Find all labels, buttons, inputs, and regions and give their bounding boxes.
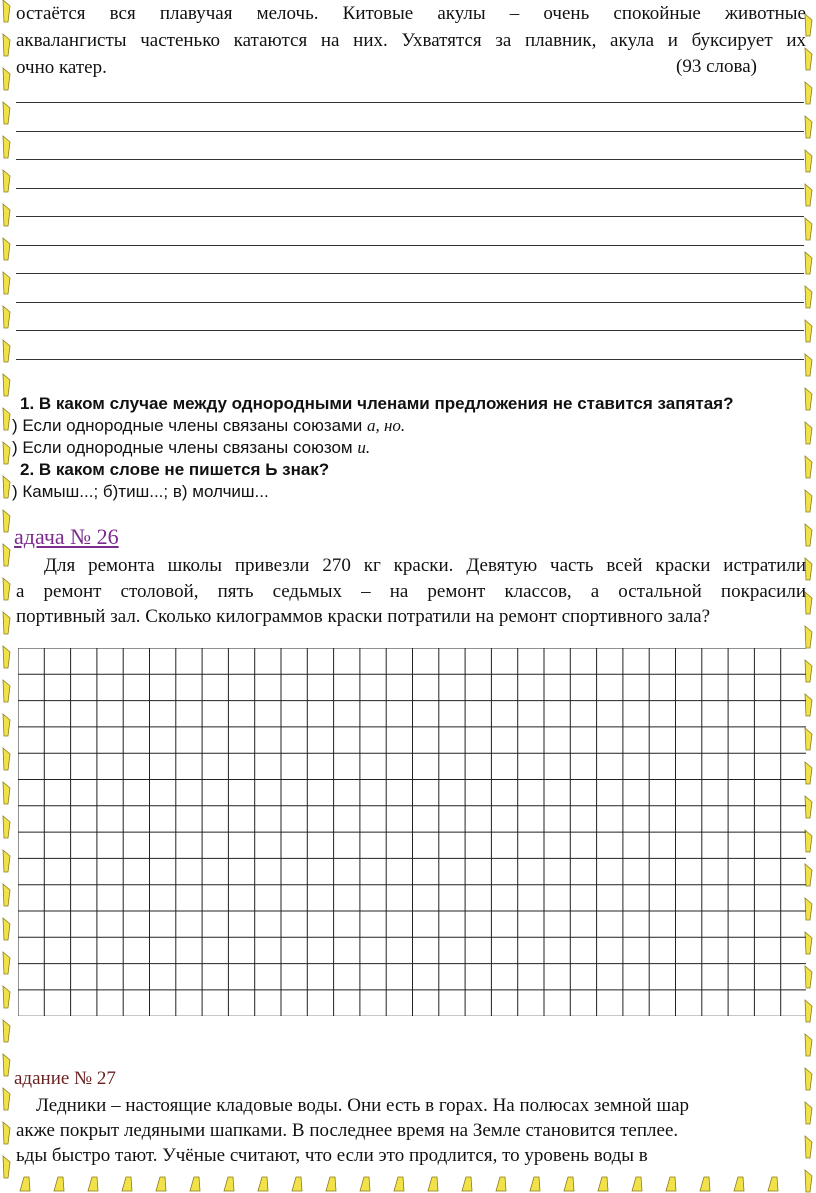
task-26-line-1: Для ремонта школы привезли 270 кг краски. Девятую часть всей краски истратили xyxy=(44,555,806,576)
writing-line xyxy=(16,330,804,331)
word-count: (93 слова) xyxy=(676,56,757,77)
quiz-q1-option-a xyxy=(12,415,802,437)
writing-line xyxy=(16,273,804,274)
task-27-title: адание № 27 xyxy=(14,1068,116,1089)
writing-line xyxy=(16,159,804,160)
writing-line xyxy=(16,188,804,189)
writing-line xyxy=(16,359,804,360)
writing-line xyxy=(16,102,804,103)
passage-line-1: остаётся вся плавучая мелочь. Китовые акулы – очень спокойные животные xyxy=(16,3,806,24)
quiz-q1-option-b-text: ) Если однородные члены связаны союзом xyxy=(12,438,358,457)
task-26-line-3: портивный зал. Сколько килограммов краски потратили на ремонт спортивного зала? xyxy=(16,606,711,627)
quiz-q1-option-a-emphasis: а, но. xyxy=(367,416,406,435)
quiz-q1-option-a-text: ) Если однородные члены связаны союзами xyxy=(12,416,367,435)
task-27-line-2: акже покрыт ледяными шапками. В последнее время на Земле становится теплее. xyxy=(16,1120,679,1141)
pencil-border-left-icon xyxy=(0,0,14,1193)
quiz-q1-option-b xyxy=(12,437,802,459)
writing-line xyxy=(16,216,804,217)
quiz-q1-option-b-emphasis: и. xyxy=(357,438,371,457)
passage-line-3: очно катер. xyxy=(16,57,107,78)
writing-line xyxy=(16,245,804,246)
quiz-q2-options: ) Камыш...; б)тиш...; в) молчиш... xyxy=(12,482,269,501)
writing-line xyxy=(16,131,804,132)
quiz-question-1: 1. В каком случае между однородными членами предложения не ставится запятая? xyxy=(20,394,734,413)
quiz-question-2: 2. В каком слове не пишется Ь знак? xyxy=(20,460,330,479)
task-27-line-3: ьды быстро тают. Учёные считают, что если это продлится, то уровень воды в xyxy=(16,1145,648,1166)
task-26-title: адача № 26 xyxy=(14,524,119,549)
task-27-line-1: Ледники – настоящие кладовые воды. Они есть в горах. На полюсах земной шар xyxy=(36,1095,690,1116)
pencil-border-bottom-icon xyxy=(0,1173,816,1193)
squared-grid xyxy=(18,648,806,1016)
task-26-line-2: а ремонт столовой, пять седьмых – на ремонт классов, а остальной покрасили xyxy=(16,581,806,602)
passage-line-2: аквалангисты частенько катаются на них. Ухватятся за плавник, акула и буксирует их xyxy=(16,30,806,51)
writing-line xyxy=(16,302,804,303)
